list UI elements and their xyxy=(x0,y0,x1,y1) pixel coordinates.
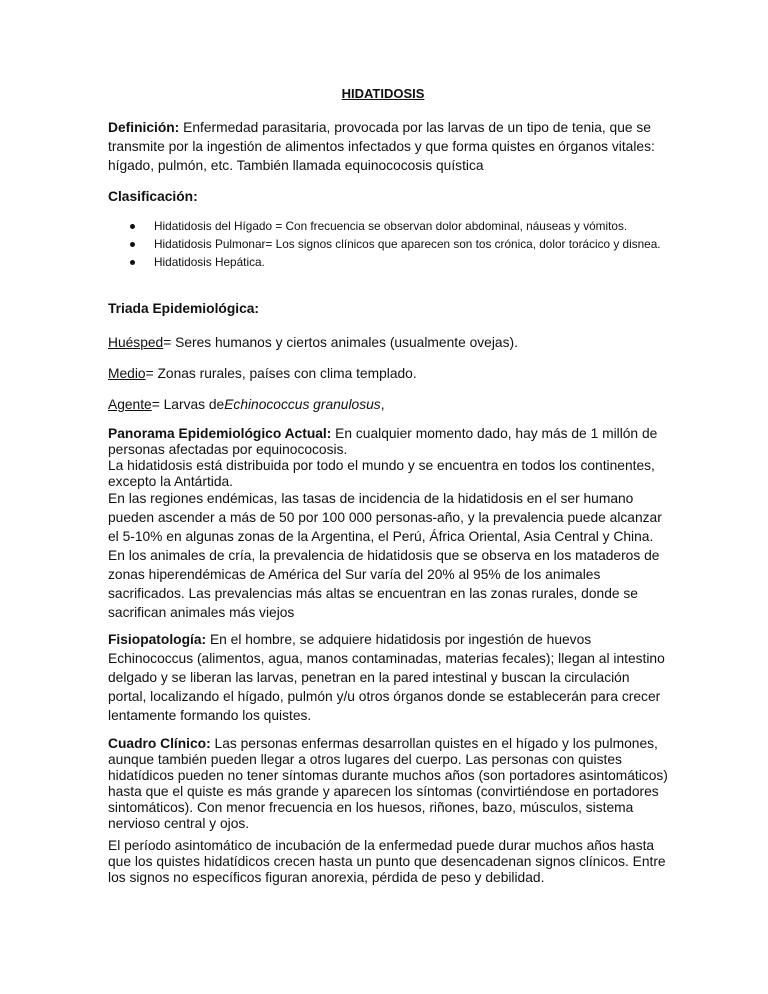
panorama-paragraph-2: La hidatidosis está distribuida por todo el mundo y se encuentra en todos los continentes, excepto la Antártida. xyxy=(108,458,655,489)
classification-list xyxy=(108,217,668,271)
list-item: Hidatidosis del Hígado = Con frecuencia se observan dolor abdominal, náuseas y vómitos. xyxy=(108,217,668,235)
agent-species: Echinococcus granulosus xyxy=(224,397,381,412)
environment-text: = Zonas rurales, países con clima templado. xyxy=(145,366,417,381)
definition-paragraph xyxy=(108,118,668,175)
agent-label: Agente xyxy=(108,397,152,412)
bullet-icon xyxy=(130,260,135,265)
bullet-icon xyxy=(130,242,135,247)
definition-text: Enfermedad parasitaria, provocada por las larvas de un tipo de tenia, que se transmite por la ingestión de alimentos infectados y que forma quistes en órganos vitales: hígado, pulmón, etc. También llamada equinococosis quística xyxy=(108,120,655,173)
environment-label: Medio xyxy=(108,366,146,381)
panorama-label: Panorama Epidemiológico Actual: xyxy=(108,426,332,441)
list-item: Hidatidosis Pulmonar= Los signos clínicos que aparecen son tos crónica, dolor torácico y disnea. xyxy=(108,235,668,253)
panorama-paragraph-3: En las regiones endémicas, las tasas de incidencia de la hidatidosis en el ser humano pueden ascender a más de 50 por 100 000 personas-año, y la prevalencia puede alcanzar el 5-10% en algunas zonas de la Argentina, el Perú, África Oriental, Asia Central y China. En los animales de cría, la prevalencia de hidatidosis que se observa en los mataderos de zonas hiperendémicas de América del Sur varía del 20% al 95% de los animales sacrificados. Las prevalencias más altas se encuentran en las zonas rurales, donde se sacrifican animales más viejos xyxy=(108,491,662,620)
host-label: Huésped xyxy=(108,335,164,350)
environment-line xyxy=(108,364,668,383)
panorama-paragraph: Panorama Epidemiológico Actual: En cualquier momento dado, hay más de 1 millón de personas afectadas por equinococosis. xyxy=(108,426,658,457)
host-text: = Seres humanos y ciertos animales (usualmente ovejas). xyxy=(163,335,518,350)
agent-line: Agente= Larvas deEchinococcus granulosus, xyxy=(108,397,385,412)
pathophysiology-paragraph: Fisiopatología: En el hombre, se adquiere hidatidosis por ingestión de huevos Echinococcus (alimentos, agua, manos contaminadas, materias fecales); llegan al intestino delgado y se liberan las larvas, penetran en la pared intestinal y buscan la circulación portal, localizando el hígado, pulmón y/u otros órganos donde se establecerán para crecer lentamente formando los quistes. xyxy=(108,632,665,723)
clinical-paragraph-2: El período asintomático de incubación de la enfermedad puede durar muchos años hasta que los quistes hidatídicos crecen hasta un punto que desencadenan signos clínicos. Entre los signos no específicos figuran anorexia, pérdida de peso y debilidad. xyxy=(108,838,666,885)
bullet-icon xyxy=(130,224,135,229)
definition-label: Definición: xyxy=(108,120,180,135)
clinical-label: Cuadro Clínico: xyxy=(108,736,211,751)
pathophysiology-label: Fisiopatología: xyxy=(108,632,207,647)
host-line xyxy=(108,333,668,352)
classification-heading: Clasificación: xyxy=(108,189,198,204)
agent-text: = Larvas de xyxy=(151,397,225,412)
list-item: Hidatidosis Hepática. xyxy=(108,253,668,271)
clinical-paragraph: Cuadro Clínico: Las personas enfermas desarrollan quistes en el hígado y los pulmones, aunque también pueden llegar a otros lugares del cuerpo. Las personas con quistes hidatídicos pueden no tener síntomas durante muchos años (son portadores asintomáticos) hasta que el quiste es más grande y aparecen los síntomas (convirtiéndose en portadores sintomáticos). Con menor frecuencia en los huesos, riñones, bazo, músculos, sistema nervioso central y ojos. xyxy=(108,736,668,831)
document-title: HIDATIDOSIS xyxy=(341,86,425,101)
triad-heading: Triada Epidemiológica: xyxy=(108,301,260,316)
